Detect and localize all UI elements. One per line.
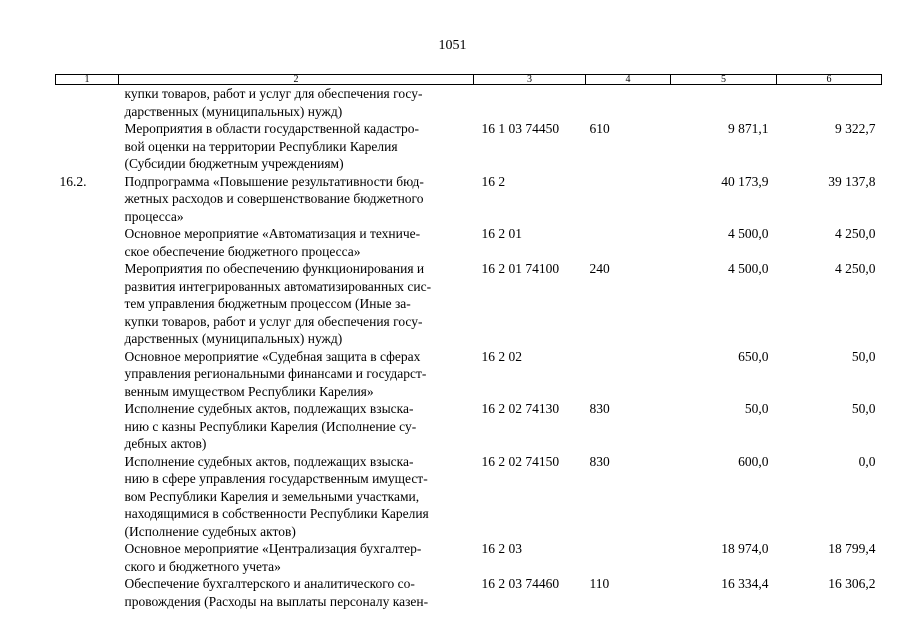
row-name: [119, 348, 474, 401]
table-body: [56, 85, 882, 611]
expense-kind-code: [586, 85, 671, 121]
row-name-line: дарственных (муниципальных) нужд): [124, 331, 343, 346]
amount-year-2: 4 250,0: [835, 226, 876, 241]
amount-year-2: 50,0: [851, 348, 876, 364]
row-number: [56, 453, 119, 541]
row-name-line: находящимися в собственности Республики Карелия: [124, 506, 429, 521]
row-number: [56, 85, 119, 121]
amount-year-2: 50,0: [851, 401, 876, 416]
table-row: [56, 575, 882, 610]
row-name-line: (Субсидии бюджетным учреждениям): [124, 156, 344, 171]
row-name: [119, 225, 474, 260]
row-name-line: развития интегрированных автоматизированных сис-: [124, 278, 432, 294]
row-name-line: тем управления бюджетным процессом (Иные за-: [124, 296, 411, 311]
row-number: [56, 225, 119, 260]
row-name-line: Основное мероприятие «Судебная защита в сферах: [124, 348, 421, 364]
row-name-line: провождения (Расходы на выплаты персоналу казен-: [124, 593, 429, 609]
amount-year-1: 16 334,4: [721, 576, 769, 591]
row-number: [56, 575, 119, 610]
table-row: [56, 173, 882, 226]
row-name-line: Мероприятия по обеспечению функционирования и: [124, 261, 425, 276]
table-row: [56, 453, 882, 541]
target-article-code: [474, 85, 586, 121]
row-name-line: Основное мероприятие «Автоматизация и техниче-: [124, 226, 421, 241]
amount-year-2: 4 250,0: [835, 261, 876, 276]
row-name: [119, 85, 474, 121]
row-name-line: процесса»: [124, 208, 184, 224]
table-row: [56, 348, 882, 401]
row-name-line: вом Республики Карелия и земельными участками,: [124, 488, 420, 504]
row-name-line: вой оценки на территории Республики Карелия: [124, 138, 398, 154]
amount-year-1: 50,0: [744, 401, 769, 416]
column-header-1: 1: [56, 75, 119, 85]
table-row: [56, 540, 882, 575]
expense-kind-code: [586, 348, 671, 401]
amount-year-1: 650,0: [738, 348, 769, 364]
row-number: [56, 120, 119, 173]
target-article-code: 16 2 03: [481, 541, 522, 556]
row-number: [56, 348, 119, 401]
amount-year-2: 9 322,7: [835, 121, 876, 136]
row-name-line: Исполнение судебных актов, подлежащих взыска-: [124, 453, 414, 469]
column-number-header-row: [56, 75, 882, 85]
column-header-3: 3: [474, 75, 586, 85]
target-article-code: 16 2 02: [481, 348, 522, 364]
table-row: [56, 85, 882, 121]
row-name-line: Основное мероприятие «Централизация бухгалтер-: [124, 541, 422, 556]
row-name-line: ского и бюджетного учета»: [124, 558, 281, 574]
row-name-line: нию в сфере управления государственным имущест-: [124, 471, 428, 486]
row-name-line: Обеспечение бухгалтерского и аналитического со-: [124, 576, 415, 591]
amount-year-1: 40 173,9: [721, 173, 769, 189]
table-row: [56, 400, 882, 453]
expense-kind-code: 240: [589, 261, 610, 276]
target-article-code: 16 2 01 74100: [481, 261, 560, 276]
row-name-line: венным имуществом Республики Карелия»: [124, 383, 374, 399]
target-article-code: 16 2 02 74130: [481, 401, 560, 416]
table-row: [56, 120, 882, 173]
target-article-code: 16 2: [481, 173, 506, 189]
amount-year-2: 18 799,4: [828, 541, 876, 556]
row-name: [119, 120, 474, 173]
expense-kind-code: 830: [589, 453, 610, 469]
row-name: [119, 173, 474, 226]
row-number: [56, 540, 119, 575]
row-number: [56, 400, 119, 453]
amount-year-1: 18 974,0: [721, 541, 769, 556]
row-name: [119, 400, 474, 453]
row-number: [56, 260, 119, 348]
amount-year-1: 9 871,1: [728, 121, 769, 136]
amount-year-1: 4 500,0: [728, 261, 769, 276]
row-name-line: (Исполнение судебных актов): [124, 523, 296, 539]
row-name-line: купки товаров, работ и услуг для обеспечения госу-: [124, 313, 423, 329]
amount-year-1: 600,0: [738, 453, 769, 469]
row-name-line: Подпрограмма «Повышение результативности бюд-: [124, 173, 424, 189]
expense-kind-code: 110: [589, 576, 610, 591]
row-name: [119, 260, 474, 348]
row-name: [119, 540, 474, 575]
table-row: [56, 260, 882, 348]
row-name-line: ское обеспечение бюджетного процесса»: [124, 243, 361, 259]
row-name-line: купки товаров, работ и услуг для обеспечения госу-: [124, 86, 423, 101]
column-header-6: 6: [777, 75, 882, 85]
target-article-code: 16 2 02 74150: [481, 453, 560, 469]
expense-kind-code: 610: [589, 121, 610, 136]
expense-kind-code: [586, 540, 671, 575]
expense-kind-code: [586, 225, 671, 260]
budget-table: [55, 74, 882, 610]
row-name-line: жетных расходов и совершенствование бюджетного: [124, 191, 424, 206]
amount-year-2: 0,0: [858, 453, 876, 469]
amount-year-2: 16 306,2: [828, 576, 876, 591]
column-header-5: 5: [671, 75, 777, 85]
row-name-line: дарственных (муниципальных) нужд): [124, 103, 343, 119]
amount-year-2: [777, 85, 882, 121]
amount-year-1: [671, 85, 777, 121]
table-row: [56, 225, 882, 260]
row-name: [119, 575, 474, 610]
target-article-code: 16 2 01: [481, 226, 522, 241]
column-header-4: 4: [586, 75, 671, 85]
row-name-line: Мероприятия в области государственной кадастро-: [124, 121, 420, 136]
row-name: [119, 453, 474, 541]
target-article-code: 16 2 03 74460: [481, 576, 560, 591]
row-name-line: Исполнение судебных актов, подлежащих взыска-: [124, 401, 414, 416]
target-article-code: 16 1 03 74450: [481, 121, 560, 136]
column-header-2: 2: [119, 75, 474, 85]
amount-year-2: 39 137,8: [828, 173, 876, 189]
row-name-line: управления региональными финансами и государст-: [124, 366, 427, 381]
row-number: 16.2.: [59, 173, 87, 189]
amount-year-1: 4 500,0: [728, 226, 769, 241]
page-number: 1051: [438, 38, 467, 53]
expense-kind-code: 830: [589, 401, 610, 416]
row-name-line: нию с казны Республики Карелия (Исполнение су-: [124, 418, 417, 434]
expense-kind-code: [586, 173, 671, 226]
row-name-line: дебных актов): [124, 436, 207, 451]
